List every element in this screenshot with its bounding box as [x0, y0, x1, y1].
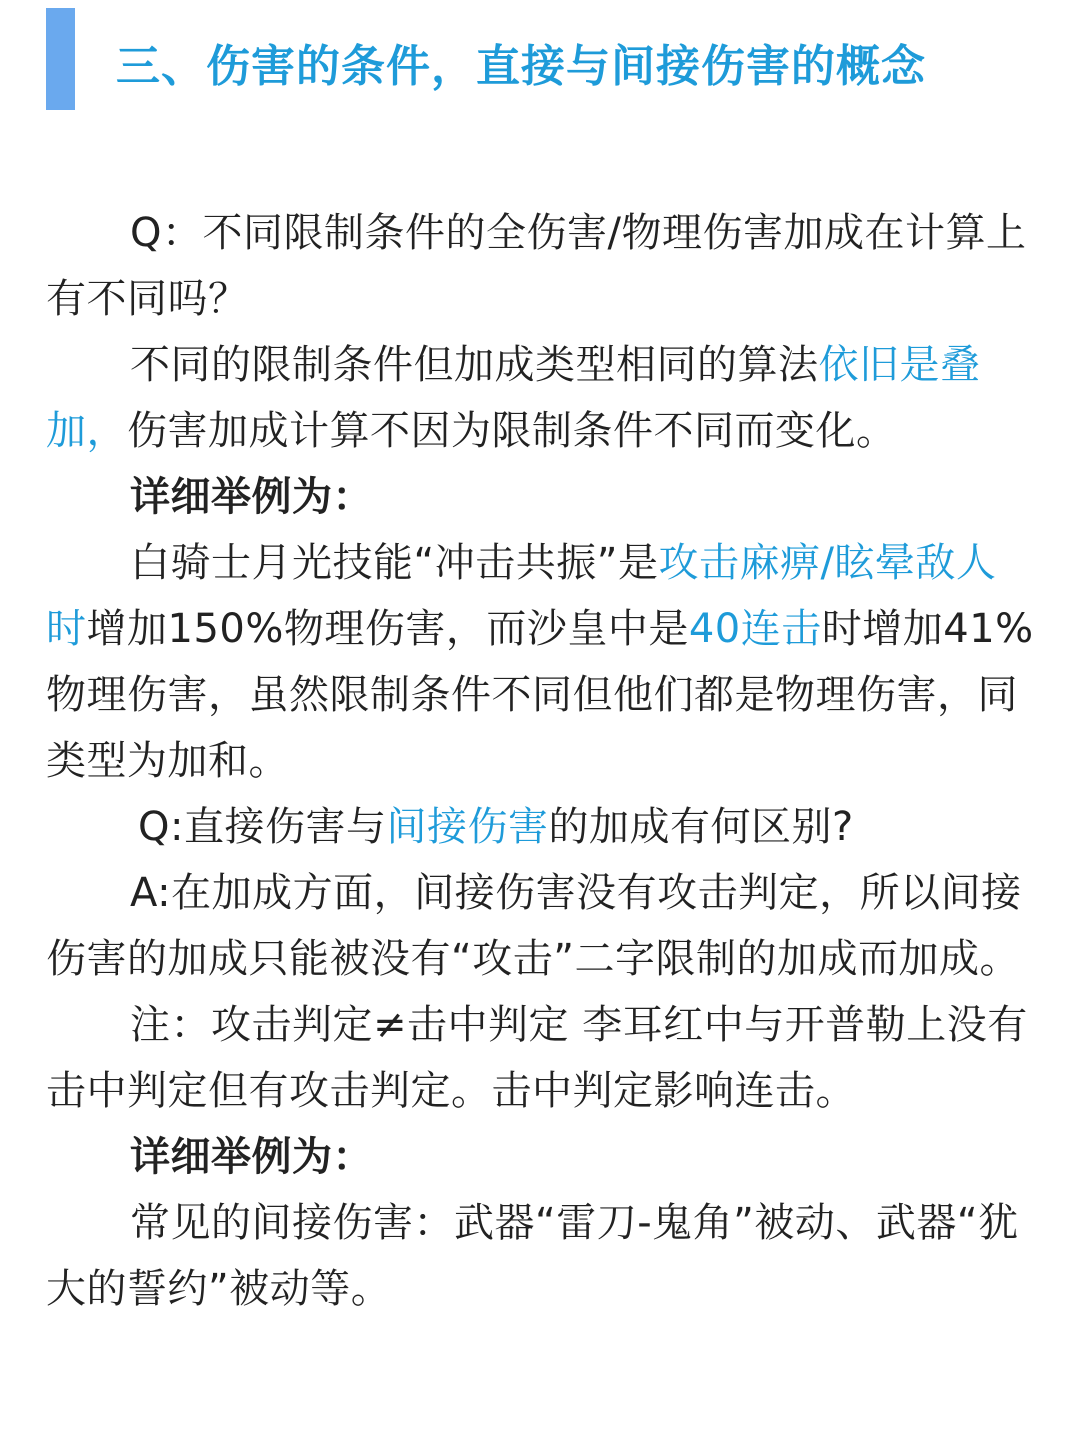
answer-1-text-a: 不同的限制条件但加成类型相同的算法	[130, 342, 819, 388]
question-2	[46, 794, 1036, 860]
note: 注：攻击判定≠击中判定 李耳红中与开普勒上没有击中判定但有攻击判定。击中判定影响连击。	[46, 1002, 1028, 1114]
answer-1-text-b: 伤害加成计算不因为限制条件不同而变化。	[127, 408, 897, 454]
example-2: 常见的间接伤害：武器“雷刀-鬼角”被动、武器“犹大的誓约”被动等。	[46, 1200, 1019, 1312]
section-heading	[46, 8, 1046, 110]
answer-1	[46, 332, 1036, 464]
example-1-text-a: 白骑士月光技能“冲击共振”是	[130, 540, 659, 586]
example-1-highlight-a: 攻击麻痹/眩晕敌人时	[46, 540, 997, 652]
example-1-text-c: 时增加41%物理伤害，虽然限制条件不同但他们都是物理伤害，同类型为加和。	[46, 606, 1034, 784]
example-1-title: 详细举例为：	[130, 474, 373, 520]
example-1-highlight-b: 40连击	[688, 606, 822, 652]
example-1-text-b: 增加150%物理伤害，而沙皇中是	[86, 606, 689, 652]
example-1	[46, 530, 1036, 794]
question-1: Q：不同限制条件的全伤害/物理伤害加成在计算上有不同吗？	[46, 210, 1027, 322]
answer-1-highlight: 依旧是叠加，	[46, 342, 981, 454]
heading-accent-bar	[46, 8, 75, 110]
article-body	[46, 200, 1036, 1322]
question-2-highlight: 间接伤害	[386, 804, 549, 850]
example-2-title: 详细举例为：	[130, 1134, 373, 1180]
answer-2: A:在加成方面，间接伤害没有攻击判定，所以间接伤害的加成只能被没有“攻击”二字限制的加成而加成。	[46, 870, 1022, 982]
question-2-text-b: 的加成有何区别?	[548, 804, 854, 850]
question-2-text-a: Q:直接伤害与	[138, 804, 387, 850]
section-title: 三、伤害的条件，直接与间接伤害的概念	[116, 41, 926, 92]
